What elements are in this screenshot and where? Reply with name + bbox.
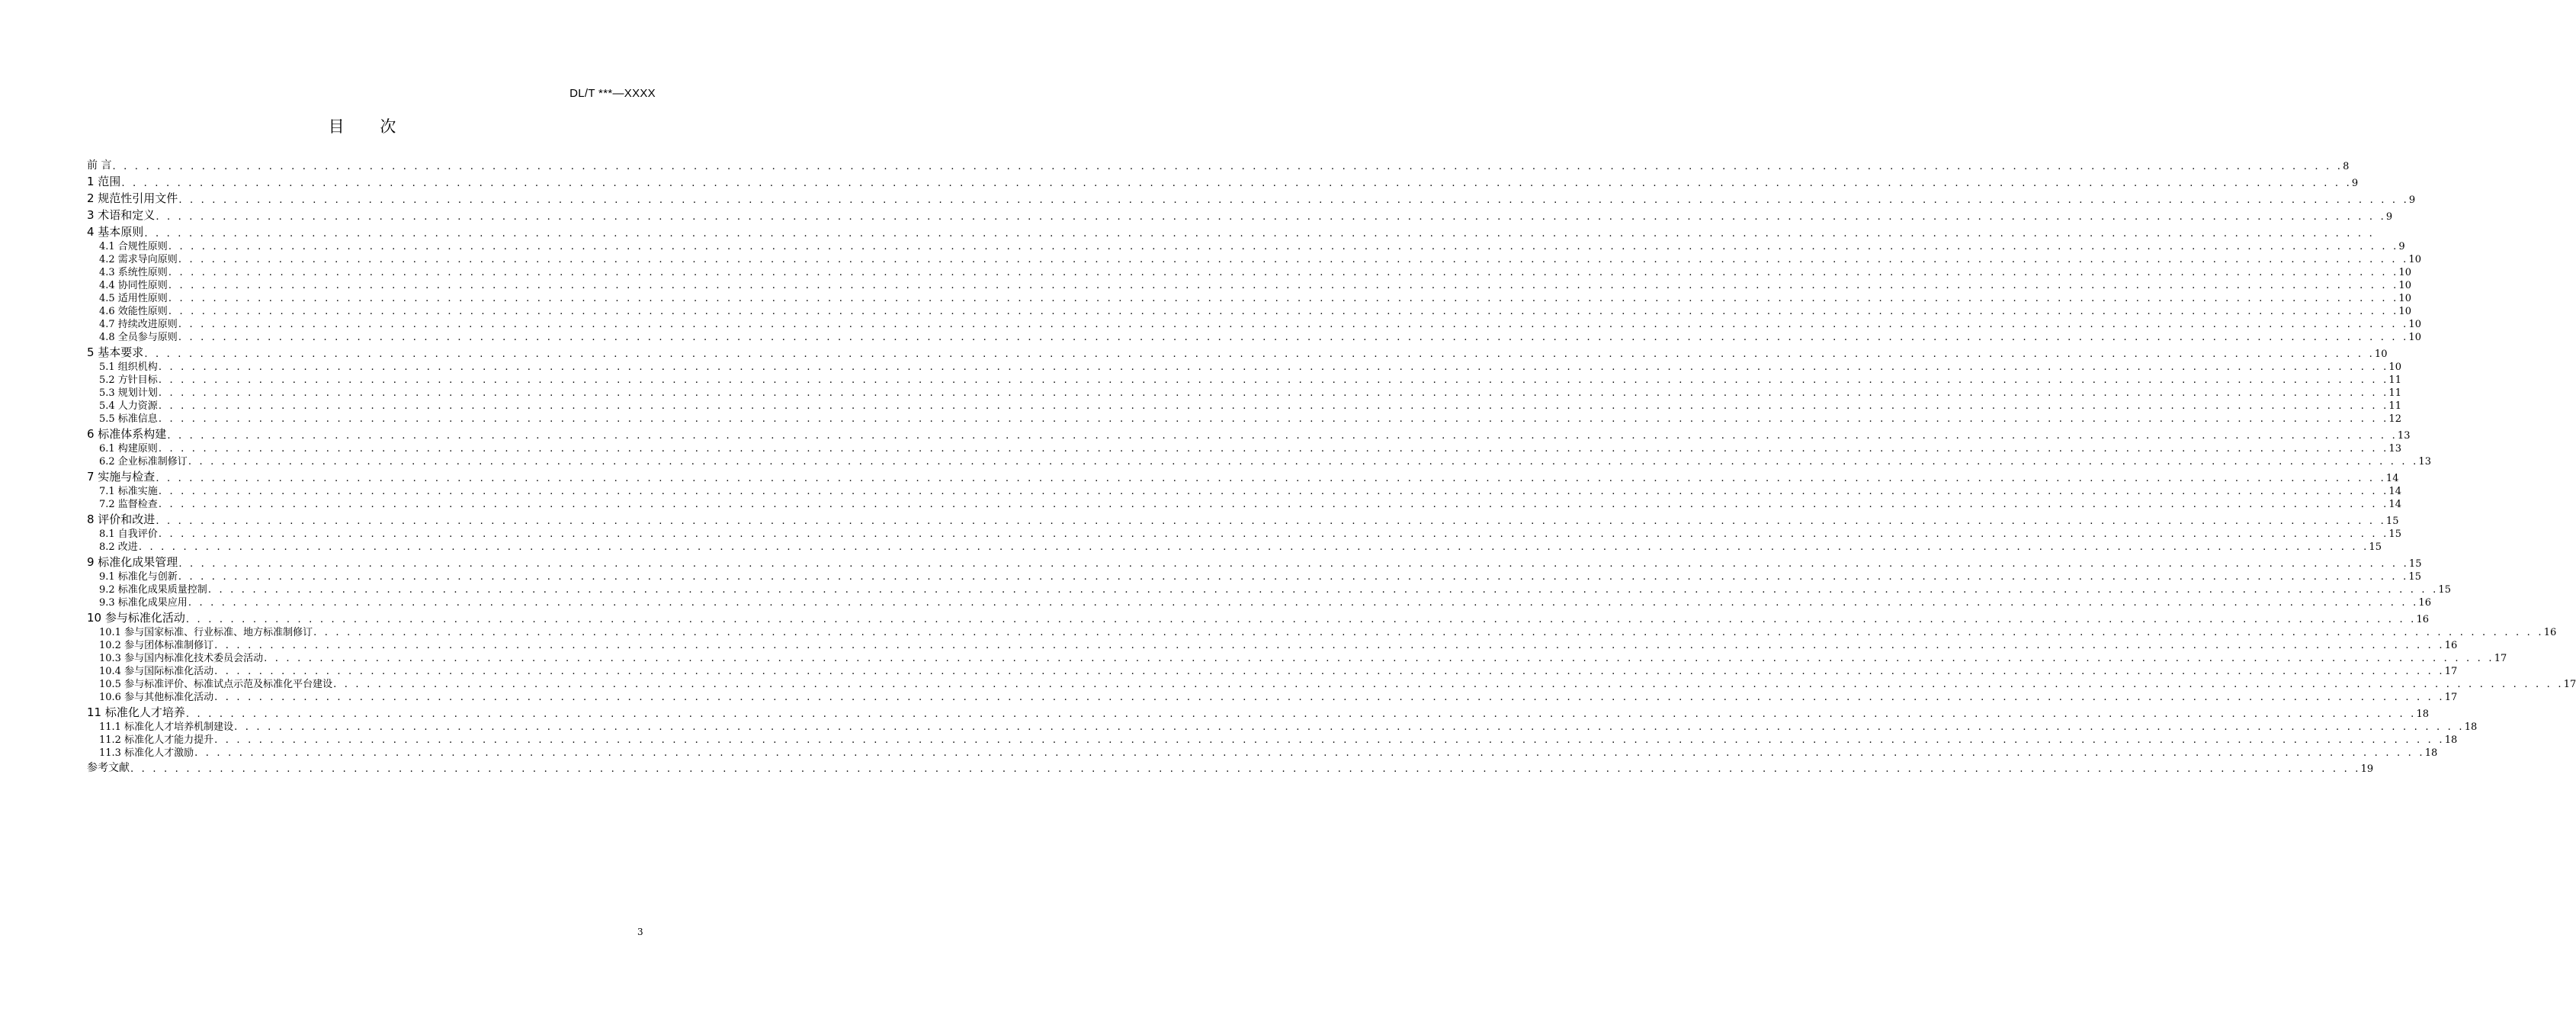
toc-entry-label: 前 言 xyxy=(87,159,112,172)
toc-entry-page: 16 xyxy=(2543,627,2557,638)
toc-leader-dots: . . . . . . . . . . . . . . . . . . . . . . . . . . . . . . . . . . . . . . . . . . . . . . . . . . . . . . . . . . . . . . . . . . . . . . . . . . . . . . . . . . . . . . . . . . . . . . . . . . . . . . . . . . . . . . . . . . . . . . . . . . . . . . . . . . . . . . . . . . . . . . . . . . . . . . . . . . . . . . . . . . . . . . . . . . . . . . . . . . . . . . . . . . . . . . . . . . . . . . . . xyxy=(156,211,2386,223)
toc-entry-label: 2 规范性引用文件 xyxy=(87,191,178,205)
toc-entry-label: 参考文献 xyxy=(87,762,130,774)
toc-leader-dots: . . . . . . . . . . . . . . . . . . . . . . . . . . . . . . . . . . . . . . . . . . . . . . . . . . . . . . . . . . . . . . . . . . . . . . . . . . . . . . . . . . . . . . . . . . . . . . . . . . . . . . . . . . . . . . . . . . . . . . . . . . . . . . . . . . . . . . . . . . . . . . . . . . . . . . . . . . . . . . . . . . . . . . . . . . . . . . . . . . . . . . . . . . . . . . . . . . . . . . . . xyxy=(185,614,2417,625)
toc-entry-page: 11 xyxy=(2388,374,2401,386)
toc-entry-page: 12 xyxy=(2388,413,2401,425)
toc-entry-page: 10 xyxy=(2398,306,2411,317)
toc-leader-dots: . . . . . . . . . . . . . . . . . . . . . . . . . . . . . . . . . . . . . . . . . . . . . . . . . . . . . . . . . . . . . . . . . . . . . . . . . . . . . . . . . . . . . . . . . . . . . . . . . . . . . . . . . . . . . . . . . . . . . . . . . . . . . . . . . . . . . . . . . . . . . . . . . . . . . . . . . . . . . . . . . . . . . . . . . . . . . . . . . . . . . . . . . . . . . . . . . . . . . . . . xyxy=(214,734,2445,746)
toc-leader-dots: . . . . . . . . . . . . . . . . . . . . . . . . . . . . . . . . . . . . . . . . . . . . . . . . . . . . . . . . . . . . . . . . . . . . . . . . . . . . . . . . . . . . . . . . . . . . . . . . . . . . . . . . . . . . . . . . . . . . . . . . . . . . . . . . . . . . . . . . . . . . . . . . . . . . . . . . . . . . . . . . . . . . . . . . . . . . . . . . . . . . . . . . . . . . . . . . . . . . . . . . xyxy=(168,241,2399,252)
toc-leader-dots: . . . . . . . . . . . . . . . . . . . . . . . . . . . . . . . . . . . . . . . . . . . . . . . . . . . . . . . . . . . . . . . . . . . . . . . . . . . . . . . . . . . . . . . . . . . . . . . . . . . . . . . . . . . . . . . . . . . . . . . . . . . . . . . . . . . . . . . . . . . . . . . . . . . . . . . . . . . . . . . . . . . . . . . . . . . . . . . . . . . . . . . . . . . . . . . . . . . . . . . . xyxy=(158,374,2389,386)
toc-entry-label: 6 标准体系构建 xyxy=(87,427,167,441)
toc-entry[interactable] xyxy=(87,189,2416,206)
table-of-contents xyxy=(87,156,2576,775)
toc-entry-label: 9.1 标准化与创新 xyxy=(99,571,178,583)
page-number: 3 xyxy=(637,927,643,937)
toc-leader-dots: . . . . . . . . . . . . . . . . . . . . . . . . . . . . . . . . . . . . . . . . . . . . . . . . . . . . . . . . . . . . . . . . . . . . . . . . . . . . . . . . . . . . . . . . . . . . . . . . . . . . . . . . . . . . . . . . . . . . . . . . . . . . . . . . . . . . . . . . . . . . . . . . . . . . . . . . . . . . . . . . . . . . . . . . . . . . . . . . . . . . . . . . . . . . . . . . . . . . . . . . xyxy=(214,666,2445,677)
toc-entry-label: 6.2 企业标准制修订 xyxy=(99,456,188,468)
toc-entry-label: 10.4 参与国际标准化活动 xyxy=(99,666,214,677)
toc-entry[interactable] xyxy=(87,252,2421,265)
toc-title: 目 次 xyxy=(328,117,412,136)
toc-leader-dots: . . . . . . . . . . . . . . . . . . . . . . . . . . . . . . . . . . . . . . . . . . . . . . . . . . . . . . . . . . . . . . . . . . . . . . . . . . . . . . . . . . . . . . . . . . . . . . . . . . . . . . . . . . . . . . . . . . . . . . . . . . . . . . . . . . . . . . . . . . . . . . . . . . . . . . . . . . . . . . . . . . . . . . . . . . . . . . . . . . . . . . . . . . . . . . . . . . . . . . . . xyxy=(158,529,2389,540)
toc-leader-dots: . . . . . . . . . . . . . . . . . . . . . . . . . . . . . . . . . . . . . . . . . . . . . . . . . . . . . . . . . . . . . . . . . . . . . . . . . . . . . . . . . . . . . . . . . . . . . . . . . . . . . . . . . . . . . . . . . . . . . . . . . . . . . . . . . . . . . . . . . . . . . . . . . . . . . . . . . . . . . . . . . . . . . . . . . . . . . . . . . . . . . . . . . . . . . . . . . . . . . . . . xyxy=(158,413,2389,425)
toc-entry-page: 13 xyxy=(2418,456,2431,468)
toc-entry-label: 11.3 标准化人才激励 xyxy=(99,747,194,759)
toc-entry-page: 9 xyxy=(2408,194,2416,206)
toc-entry-page: 15 xyxy=(2408,558,2422,570)
toc-entry-label: 7.2 监督检查 xyxy=(99,499,158,510)
toc-leader-dots: . . . . . . . . . . . . . . . . . . . . . . . . . . . . . . . . . . . . . . . . . . . . . . . . . . . . . . . . . . . . . . . . . . . . . . . . . . . . . . . . . . . . . . . . . . . . . . . . . . . . . . . . . . . . . . . . . . . . . . . . . . . . . . . . . . . . . . . . . . . . . . . . . . . . . . . . . . . . . . . . . . . . . . . . . . . . . . . . . . . . . . . . . . . . . . . . . . . . . . . . xyxy=(158,486,2389,497)
toc-entry[interactable] xyxy=(87,468,2399,484)
toc-entry-page: 10 xyxy=(2388,361,2401,373)
toc-entry-page: 19 xyxy=(2360,763,2374,775)
toc-entry-label: 4.1 合规性原则 xyxy=(99,241,168,252)
toc-entry-label: 10.6 参与其他标准化活动 xyxy=(99,692,214,703)
toc-leader-dots: . . . . . . . . . . . . . . . . . . . . . . . . . . . . . . . . . . . . . . . . . . . . . . . . . . . . . . . . . . . . . . . . . . . . . . . . . . . . . . . . . . . . . . . . . . . . . . . . . . . . . . . . . . . . . . . . . . . . . . . . . . . . . . . . . . . . . . . . . . . . . . . . . . . . . . . . . . . . . . . . . . . . . . . . . . . . . . . . . . . . . . . . . . . . . . . . . . . . . . . . xyxy=(234,721,2465,733)
toc-leader-dots: . . . . . . . . . . . . . . . . . . . . . . . . . . . . . . . . . . . . . . . . . . . . . . . . . . . . . . . . . . . . . . . . . . . . . . . . . . . . . . . . . . . . . . . . . . . . . . . . . . . . . . . . . . . . . . . . . . . . . . . . . . . . . . . . . . . . . . . . . . . . . . . . . . . . . . . . . . . . . . . . . . . . . . . . . . . . . . . . . . . . . . . . . . . . . . . . . . . . . . . . xyxy=(158,387,2389,399)
toc-entry[interactable] xyxy=(87,497,2401,510)
toc-entry[interactable] xyxy=(87,510,2399,527)
toc-leader-dots: . . . . . . . . . . . . . . . . . . . . . . . . . . . . . . . . . . . . . . . . . . . . . . . . . . . . . . . . . . . . . . . . . . . . . . . . . . . . . . . . . . . . . . . . . . . . . . . . . . . . . . . . . . . . . . . . . . . . . . . . . . . . . . . . . . . . . . . . . . . . . . . . . . . . . . . . . . . . . . . . . . . . . . . . . . . . . . . . . . . . . . . . . . . . . . . . . . . . . . . . xyxy=(194,747,2425,759)
toc-leader-dots: . . . . . . . . . . . . . . . . . . . . . . . . . . . . . . . . . . . . . . . . . . . . . . . . . . . . . . . . . . . . . . . . . . . . . . . . . . . . . . . . . . . . . . . . . . . . . . . . . . . . . . . . . . . . . . . . . . . . . . . . . . . . . . . . . . . . . . . . . . . . . . . . . . . . . . . . . . . . . . . . . . . . . . . . . . . . . . . . . . . . . . . . . . . . . . . . . . . . . . . . xyxy=(188,456,2419,468)
toc-entry-label: 4.4 协同性原则 xyxy=(99,280,168,291)
toc-entry-page: 15 xyxy=(2369,541,2382,553)
toc-leader-dots: . . . . . . . . . . . . . . . . . . . . . . . . . . . . . . . . . . . . . . . . . . . . . . . . . . . . . . . . . . . . . . . . . . . . . . . . . . . . . . . . . . . . . . . . . . . . . . . . . . . . . . . . . . . . . . . . . . . . . . . . . . . . . . . . . . . . . . . . . . . . . . . . . . . . . . . . . . . . . . . . . . . . . . . . . . . . . . . . . . . . . . . . . . . . . . . . . . . . . . . . xyxy=(138,541,2369,553)
toc-entry-page: 16 xyxy=(2418,597,2431,609)
toc-leader-dots: . . . . . . . . . . . . . . . . . . . . . . . . . . . . . . . . . . . . . . . . . . . . . . . . . . . . . . . . . . . . . . . . . . . . . . . . . . . . . . . . . . . . . . . . . . . . . . . . . . . . . . . . . . . . . . . . . . . . . . . . . . . . . . . . . . . . . . . . . . . . . . . . . . . . . . . . . . . . . . . . . . . . . . . . . . . . . . . . . . . . . . . . . . . . . . . . . . . . . . . . xyxy=(168,267,2399,278)
toc-leader-dots: . . . . . . . . . . . . . . . . . . . . . . . . . . . . . . . . . . . . . . . . . . . . . . . . . . . . . . . . . . . . . . . . . . . . . . . . . . . . . . . . . . . . . . . . . . . . . . . . . . . . . . . . . . . . . . . . . . . . . . . . . . . . . . . . . . . . . . . . . . . . . . . . . . . . . . . . . . . . . . . . . . . . . . . . . . . . . . . . . . . . . . . . . . . . . . . . . . . . . . . . xyxy=(178,254,2409,265)
toc-entry[interactable] xyxy=(87,223,2375,239)
toc-entry-page: 17 xyxy=(2444,666,2458,677)
toc-entry-label: 1 范围 xyxy=(87,175,121,188)
toc-entry-page: 13 xyxy=(2388,443,2401,455)
toc-entry-label: 11 标准化人才培养 xyxy=(87,705,185,719)
toc-leader-dots: . . . . . . . . . . . . . . . . . . . . . . . . . . . . . . . . . . . . . . . . . . . . . . . . . . . . . . . . . . . . . . . . . . . . . . . . . . . . . . . . . . . . . . . . . . . . . . . . . . . . . . . . . . . . . . . . . . . . . . . . . . . . . . . . . . . . . . . . . . . . . . . . . . . . . . . . . . . . . . . . . . . . . . . . . . . . . . . . . . . . . . . . . . . . . . . . . . . . . . . . xyxy=(207,584,2439,596)
toc-entry[interactable] xyxy=(87,746,2438,759)
toc-entry-page: 10 xyxy=(2398,267,2411,278)
toc-leader-dots: . . . . . . . . . . . . . . . . . . . . . . . . . . . . . . . . . . . . . . . . . . . . . . . . . . . . . . . . . . . . . . . . . . . . . . . . . . . . . . . . . . . . . . . . . . . . . . . . . . . . . . . . . . . . . . . . . . . . . . . . . . . . . . . . . . . . . . . . . . . . . . . . . . . . . . . . . . . . . . . . . . . . . . . . . . . . . . . . . . . . . . . . . . . . . . . . . . . . . . . . xyxy=(333,679,2564,690)
toc-entry-page: 18 xyxy=(2464,721,2478,733)
toc-entry-page: 18 xyxy=(2424,747,2438,759)
toc-entry-page: 15 xyxy=(2385,516,2399,527)
toc-entry-label: 8.1 自我评价 xyxy=(99,529,158,540)
toc-entry-label: 5.2 方针目标 xyxy=(99,374,158,386)
toc-entry-page: 10 xyxy=(2374,349,2388,360)
toc-entry-page: 15 xyxy=(2438,584,2451,596)
toc-entry-page: 17 xyxy=(2444,692,2458,703)
toc-entry-page: 14 xyxy=(2385,473,2399,484)
toc-entry-label: 4.5 适用性原则 xyxy=(99,293,168,304)
toc-entry-label: 10.3 参与国内标准化技术委员会活动 xyxy=(99,653,264,664)
toc-leader-dots: . . . . . . . . . . . . . . . . . . . . . . . . . . . . . . . . . . . . . . . . . . . . . . . . . . . . . . . . . . . . . . . . . . . . . . . . . . . . . . . . . . . . . . . . . . . . . . . . . . . . . . . . . . . . . . . . . . . . . . . . . . . . . . . . . . . . . . . . . . . . . . . . . . . . . . . . . . . . . . . . . . . . . . . . . . . . . . . . . . . . . . . . . . . . . . . . . . . . . . . . xyxy=(168,293,2399,304)
toc-entry-page: 11 xyxy=(2388,400,2401,412)
toc-entry[interactable] xyxy=(87,156,2350,172)
toc-entry-page: 18 xyxy=(2416,709,2430,720)
toc-entry-page: 8 xyxy=(2343,161,2350,172)
toc-entry-label: 3 术语和定义 xyxy=(87,208,156,222)
toc-leader-dots: . . . . . . . . . . . . . . . . . . . . . . . . . . . . . . . . . . . . . . . . . . . . . . . . . . . . . . . . . . . . . . . . . . . . . . . . . . . . . . . . . . . . . . . . . . . . . . . . . . . . . . . . . . . . . . . . . . . . . . . . . . . . . . . . . . . . . . . . . . . . . . . . . . . . . . . . . . . . . . . . . . . . . . . . . . . . . . . . . . . . . . . . . . . . . . . . . . . . . . . . xyxy=(178,558,2409,570)
toc-entry[interactable] xyxy=(87,553,2422,570)
toc-entry[interactable] xyxy=(87,399,2401,412)
toc-entry-label: 4.6 效能性原则 xyxy=(99,306,168,317)
toc-entry[interactable] xyxy=(87,596,2431,609)
toc-entry[interactable] xyxy=(87,343,2388,360)
toc-entry-page: 15 xyxy=(2408,571,2421,583)
toc-entry-label: 8 评价和改进 xyxy=(87,512,156,526)
toc-entry-page: 16 xyxy=(2444,640,2458,651)
toc-entry[interactable] xyxy=(87,373,2401,386)
toc-leader-dots: . . . . . . . . . . . . . . . . . . . . . . . . . . . . . . . . . . . . . . . . . . . . . . . . . . . . . . . . . . . . . . . . . . . . . . . . . . . . . . . . . . . . . . . . . . . . . . . . . . . . . . . . . . . . . . . . . . . . . . . . . . . . . . . . . . . . . . . . . . . . . . . . . . . . . . . . . . . . . . . . . . . . . . . . . . . . . . . . . . . . . . . . . . . . . . . . . . . . . . . . xyxy=(168,280,2399,291)
toc-entry-label: 6.1 构建原则 xyxy=(99,443,158,455)
toc-leader-dots: . . . . . . . . . . . . . . . . . . . . . . . . . . . . . . . . . . . . . . . . . . . . . . . . . . . . . . . . . . . . . . . . . . . . . . . . . . . . . . . . . . . . . . . . . . . . . . . . . . . . . . . . . . . . . . . . . . . . . . . . . . . . . . . . . . . . . . . . . . . . . . . . . . . . . . . . . . . . . . . . . . . . . . . . . . . . . . . . . . . . . . . . . . . . . . . . . . . . . . . . xyxy=(264,653,2494,664)
toc-entry[interactable] xyxy=(87,412,2401,425)
toc-leader-dots: . . . . . . . . . . . . . . . . . . . . . . . . . . . . . . . . . . . . . . . . . . . . . . . . . . . . . . . . . . . . . . . . . . . . . . . . . . . . . . . . . . . . . . . . . . . . . . . . . . . . . . . . . . . . . . . . . . . . . . . . . . . . . . . . . . . . . . . . . . . . . . . . . . . . . . . . . . . . . . . . . . . . . . . . . . . . . . . . . . . . . . . . . . . . . . . . . . . . . . . . xyxy=(158,400,2389,412)
toc-entry-label: 4.8 全员参与原则 xyxy=(99,332,178,343)
toc-entry[interactable] xyxy=(87,540,2382,553)
toc-entry[interactable] xyxy=(87,206,2393,223)
toc-entry-label: 5.4 人力资源 xyxy=(99,400,158,412)
toc-leader-dots: . . . . . . . . . . . . . . . . . . . . . . . . . . . . . . . . . . . . . . . . . . . . . . . . . . . . . . . . . . . . . . . . . . . . . . . . . . . . . . . . . . . . . . . . . . . . . . . . . . . . . . . . . . . . . . . . . . . . . . . . . . . . . . . . . . . . . . . . . . . . . . . . . . . . . . . . . . . . . . . . . . . . . . . . . . . . . . . . . . . . . . . . . . . . . . . . . . . . . . . . xyxy=(168,306,2399,317)
toc-entry-page: 9 xyxy=(2398,241,2405,252)
toc-entry[interactable] xyxy=(87,278,2411,291)
toc-leader-dots: . . . . . . . . . . . . . . . . . . . . . . . . . . . . . . . . . . . . . . . . . . . . . . . . . . . . . . . . . . . . . . . . . . . . . . . . . . . . . . . . . . . . . . . . . . . . . . . . . . . . . . . . . . . . . . . . . . . . . . . . . . . . . . . . . . . . . . . . . . . . . . . . . . . . . . . . . . . . . . . . . . . . . . . . . . . . . . . . . . . . . . . . . . . . . . . . . . . . . . . . xyxy=(167,430,2398,442)
toc-entry[interactable] xyxy=(87,527,2401,540)
toc-entry-page: 18 xyxy=(2444,734,2458,746)
toc-entry[interactable] xyxy=(87,609,2430,625)
toc-entry-page: 11 xyxy=(2388,387,2401,399)
toc-entry[interactable] xyxy=(87,291,2411,304)
toc-entry[interactable] xyxy=(87,484,2401,497)
toc-entry-page: 10 xyxy=(2408,319,2421,330)
toc-entry-page: 14 xyxy=(2388,499,2401,510)
toc-leader-dots: . . . . . . . . . . . . . . . . . . . . . . . . . . . . . . . . . . . . . . . . . . . . . . . . . . . . . . . . . . . . . . . . . . . . . . . . . . . . . . . . . . . . . . . . . . . . . . . . . . . . . . . . . . . . . . . . . . . . . . . . . . . . . . . . . . . . . . . . . . . . . . . . . . . . . . . . . . . . . . . . . . . . . . . . . . . . . . . . . . . . . . . . . . . . . . . . . . . . . . . . xyxy=(112,161,2343,172)
toc-entry-page: 17 xyxy=(2563,679,2576,690)
toc-entry-label: 5 基本要求 xyxy=(87,345,144,359)
toc-leader-dots: . . . . . . . . . . . . . . . . . . . . . . . . . . . . . . . . . . . . . . . . . . . . . . . . . . . . . . . . . . . . . . . . . . . . . . . . . . . . . . . . . . . . . . . . . . . . . . . . . . . . . . . . . . . . . . . . . . . . . . . . . . . . . . . . . . . . . . . . . . . . . . . . . . . . . . . . . . . . . . . . . . . . . . . . . . . . . . . . . . . . . . . . . . . . . . . . . . . . . . . . xyxy=(178,319,2409,330)
toc-leader-dots: . . . . . . . . . . . . . . . . . . . . . . . . . . . . . . . . . . . . . . . . . . . . . . . . . . . . . . . . . . . . . . . . . . . . . . . . . . . . . . . . . . . . . . . . . . . . . . . . . . . . . . . . . . . . . . . . . . . . . . . . . . . . . . . . . . . . . . . . . . . . . . . . . . . . . . . . . . . . . . . . . . . . . . . . . . . . . . . . . . . . . . . . . . . . . . . . . . . . . . . . xyxy=(130,763,2361,775)
toc-entry-label: 4.2 需求导向原则 xyxy=(99,254,178,265)
toc-entry-page: 9 xyxy=(2385,211,2393,223)
toc-entry-page: 10 xyxy=(2408,254,2421,265)
toc-leader-dots: . . . . . . . . . . . . . . . . . . . . . . . . . . . . . . . . . . . . . . . . . . . . . . . . . . . . . . . . . . . . . . . . . . . . . . . . . . . . . . . . . . . . . . . . . . . . . . . . . . . . . . . . . . . . . . . . . . . . . . . . . . . . . . . . . . . . . . . . . . . . . . . . . . . . . . . . . . . . . . . . . . . . . . . . . . . . . . . . . . . . . . . . . . . . . . . . . . . . . . . . xyxy=(188,597,2419,609)
toc-leader-dots: . . . . . . . . . . . . . . . . . . . . . . . . . . . . . . . . . . . . . . . . . . . . . . . . . . . . . . . . . . . . . . . . . . . . . . . . . . . . . . . . . . . . . . . . . . . . . . . . . . . . . . . . . . . . . . . . . . . . . . . . . . . . . . . . . . . . . . . . . . . . . . . . . . . . . . . . . . . . . . . . . . . . . . . . . . . . . . . . . . . . . . . . . . . . . . . . . . . . . . . . xyxy=(156,516,2386,527)
toc-leader-dots: . . . . . . . . . . . . . . . . . . . . . . . . . . . . . . . . . . . . . . . . . . . . . . . . . . . . . . . . . . . . . . . . . . . . . . . . . . . . . . . . . . . . . . . . . . . . . . . . . . . . . . . . . . . . . . . . . . . . . . . . . . . . . . . . . . . . . . . . . . . . . . . . . . . . . . . . . . . . . . . . . . . . . . . . . . . . . . . . . . . . . . . . . . . . . . . . . . . . . . . . xyxy=(214,640,2445,651)
toc-entry[interactable] xyxy=(87,360,2401,373)
toc-leader-dots: . . . . . . . . . . . . . . . . . . . . . . . . . . . . . . . . . . . . . . . . . . . . . . . . . . . . . . . . . . . . . . . . . . . . . . . . . . . . . . . . . . . . . . . . . . . . . . . . . . . . . . . . . . . . . . . . . . . . . . . . . . . . . . . . . . . . . . . . . . . . . . . . . . . . . . . . . . . . . . . . . . . . . . . . . . . . . . . . . . . . . . . . . . . . . . . . . . . . . . . . xyxy=(144,228,2375,239)
toc-entry[interactable] xyxy=(87,265,2411,278)
toc-leader-dots: . . . . . . . . . . . . . . . . . . . . . . . . . . . . . . . . . . . . . . . . . . . . . . . . . . . . . . . . . . . . . . . . . . . . . . . . . . . . . . . . . . . . . . . . . . . . . . . . . . . . . . . . . . . . . . . . . . . . . . . . . . . . . . . . . . . . . . . . . . . . . . . . . . . . . . . . . . . . . . . . . . . . . . . . . . . . . . . . . . . . . . . . . . . . . . . . . . . . . . . . xyxy=(214,692,2445,703)
toc-entry-label: 10 参与标准化活动 xyxy=(87,611,185,625)
toc-leader-dots: . . . . . . . . . . . . . . . . . . . . . . . . . . . . . . . . . . . . . . . . . . . . . . . . . . . . . . . . . . . . . . . . . . . . . . . . . . . . . . . . . . . . . . . . . . . . . . . . . . . . . . . . . . . . . . . . . . . . . . . . . . . . . . . . . . . . . . . . . . . . . . . . . . . . . . . . . . . . . . . . . . . . . . . . . . . . . . . . . . . . . . . . . . . . . . . . . . . . . . . . xyxy=(144,349,2375,360)
toc-entry[interactable] xyxy=(87,386,2401,399)
toc-entry[interactable] xyxy=(87,330,2421,343)
toc-entry[interactable] xyxy=(87,455,2431,468)
toc-entry[interactable] xyxy=(87,172,2359,189)
toc-entry-label: 4.7 持续改进原则 xyxy=(99,319,178,330)
toc-entry-label: 11.1 标准化人才培养机制建设 xyxy=(99,721,234,733)
toc-entry-label: 5.3 规划计划 xyxy=(99,387,158,399)
toc-entry-label: 7 实施与检查 xyxy=(87,470,156,484)
toc-entry-label: 11.2 标准化人才能力提升 xyxy=(99,734,214,746)
toc-entry-label: 10.2 参与团体标准制修订 xyxy=(99,640,214,651)
toc-leader-dots: . . . . . . . . . . . . . . . . . . . . . . . . . . . . . . . . . . . . . . . . . . . . . . . . . . . . . . . . . . . . . . . . . . . . . . . . . . . . . . . . . . . . . . . . . . . . . . . . . . . . . . . . . . . . . . . . . . . . . . . . . . . . . . . . . . . . . . . . . . . . . . . . . . . . . . . . . . . . . . . . . . . . . . . . . . . . . . . . . . . . . . . . . . . . . . . . . . . . . . . . xyxy=(185,709,2417,720)
toc-entry-page: 10 xyxy=(2398,293,2411,304)
toc-entry-label: 10.5 参与标准评价、标准试点示范及标准化平台建设 xyxy=(99,679,333,690)
toc-leader-dots: . . . . . . . . . . . . . . . . . . . . . . . . . . . . . . . . . . . . . . . . . . . . . . . . . . . . . . . . . . . . . . . . . . . . . . . . . . . . . . . . . . . . . . . . . . . . . . . . . . . . . . . . . . . . . . . . . . . . . . . . . . . . . . . . . . . . . . . . . . . . . . . . . . . . . . . . . . . . . . . . . . . . . . . . . . . . . . . . . . . . . . . . . . . . . . . . . . . . . . . . xyxy=(178,571,2409,583)
toc-leader-dots: . . . . . . . . . . . . . . . . . . . . . . . . . . . . . . . . . . . . . . . . . . . . . . . . . . . . . . . . . . . . . . . . . . . . . . . . . . . . . . . . . . . . . . . . . . . . . . . . . . . . . . . . . . . . . . . . . . . . . . . . . . . . . . . . . . . . . . . . . . . . . . . . . . . . . . . . . . . . . . . . . . . . . . . . . . . . . . . . . . . . . . . . . . . . . . . . . . . . . . . . xyxy=(121,178,2352,189)
toc-entry-page: 10 xyxy=(2398,280,2411,291)
toc-entry-label: 4.3 系统性原则 xyxy=(99,267,168,278)
toc-leader-dots: . . . . . . . . . . . . . . . . . . . . . . . . . . . . . . . . . . . . . . . . . . . . . . . . . . . . . . . . . . . . . . . . . . . . . . . . . . . . . . . . . . . . . . . . . . . . . . . . . . . . . . . . . . . . . . . . . . . . . . . . . . . . . . . . . . . . . . . . . . . . . . . . . . . . . . . . . . . . . . . . . . . . . . . . . . . . . . . . . . . . . . . . . . . . . . . . . . . . . . . . xyxy=(156,473,2386,484)
toc-entry-label: 5.1 组织机构 xyxy=(99,361,158,373)
toc-leader-dots: . . . . . . . . . . . . . . . . . . . . . . . . . . . . . . . . . . . . . . . . . . . . . . . . . . . . . . . . . . . . . . . . . . . . . . . . . . . . . . . . . . . . . . . . . . . . . . . . . . . . . . . . . . . . . . . . . . . . . . . . . . . . . . . . . . . . . . . . . . . . . . . . . . . . . . . . . . . . . . . . . . . . . . . . . . . . . . . . . . . . . . . . . . . . . . . . . . . . . . . . xyxy=(158,443,2389,455)
toc-entry-page: 16 xyxy=(2416,614,2430,625)
toc-entry-label: 8.2 改进 xyxy=(99,541,138,553)
document-code: DL/T ***—XXXX xyxy=(569,87,656,100)
toc-entry[interactable] xyxy=(87,425,2411,442)
toc-entry-label: 7.1 标准实施 xyxy=(99,486,158,497)
toc-entry-page: 17 xyxy=(2494,653,2507,664)
toc-entry[interactable] xyxy=(87,690,2458,703)
toc-entry-label: 9 标准化成果管理 xyxy=(87,555,178,569)
toc-entry-label: 4 基本原则 xyxy=(87,225,144,239)
toc-entry-page: 9 xyxy=(2351,178,2359,189)
toc-leader-dots: . . . . . . . . . . . . . . . . . . . . . . . . . . . . . . . . . . . . . . . . . . . . . . . . . . . . . . . . . . . . . . . . . . . . . . . . . . . . . . . . . . . . . . . . . . . . . . . . . . . . . . . . . . . . . . . . . . . . . . . . . . . . . . . . . . . . . . . . . . . . . . . . . . . . . . . . . . . . . . . . . . . . . . . . . . . . . . . . . . . . . . . . . . . . . . . . . . . . . . . . xyxy=(178,332,2409,343)
toc-entry[interactable] xyxy=(87,703,2430,720)
toc-entry-page: 13 xyxy=(2397,430,2411,442)
toc-entry-page: 10 xyxy=(2408,332,2421,343)
toc-leader-dots: . . . . . . . . . . . . . . . . . . . . . . . . . . . . . . . . . . . . . . . . . . . . . . . . . . . . . . . . . . . . . . . . . . . . . . . . . . . . . . . . . . . . . . . . . . . . . . . . . . . . . . . . . . . . . . . . . . . . . . . . . . . . . . . . . . . . . . . . . . . . . . . . . . . . . . . . . . . . . . . . . . . . . . . . . . . . . . . . . . . . . . . . . . . . . . . . . . . . . . . . xyxy=(313,627,2544,638)
toc-entry-page: 14 xyxy=(2388,486,2401,497)
toc-entry-page: 15 xyxy=(2388,529,2401,540)
toc-entry-label: 10.1 参与国家标准、行业标准、地方标准制修订 xyxy=(99,627,313,638)
toc-entry-label: 5.5 标准信息 xyxy=(99,413,158,425)
toc-leader-dots: . . . . . . . . . . . . . . . . . . . . . . . . . . . . . . . . . . . . . . . . . . . . . . . . . . . . . . . . . . . . . . . . . . . . . . . . . . . . . . . . . . . . . . . . . . . . . . . . . . . . . . . . . . . . . . . . . . . . . . . . . . . . . . . . . . . . . . . . . . . . . . . . . . . . . . . . . . . . . . . . . . . . . . . . . . . . . . . . . . . . . . . . . . . . . . . . . . . . . . . . xyxy=(158,499,2389,510)
toc-entry-label: 9.2 标准化成果质量控制 xyxy=(99,584,207,596)
toc-entry-label: 9.3 标准化成果应用 xyxy=(99,597,188,609)
toc-entry[interactable] xyxy=(87,759,2374,775)
toc-leader-dots: . . . . . . . . . . . . . . . . . . . . . . . . . . . . . . . . . . . . . . . . . . . . . . . . . . . . . . . . . . . . . . . . . . . . . . . . . . . . . . . . . . . . . . . . . . . . . . . . . . . . . . . . . . . . . . . . . . . . . . . . . . . . . . . . . . . . . . . . . . . . . . . . . . . . . . . . . . . . . . . . . . . . . . . . . . . . . . . . . . . . . . . . . . . . . . . . . . . . . . . . xyxy=(178,194,2409,206)
toc-leader-dots: . . . . . . . . . . . . . . . . . . . . . . . . . . . . . . . . . . . . . . . . . . . . . . . . . . . . . . . . . . . . . . . . . . . . . . . . . . . . . . . . . . . . . . . . . . . . . . . . . . . . . . . . . . . . . . . . . . . . . . . . . . . . . . . . . . . . . . . . . . . . . . . . . . . . . . . . . . . . . . . . . . . . . . . . . . . . . . . . . . . . . . . . . . . . . . . . . . . . . . . . xyxy=(158,361,2389,373)
